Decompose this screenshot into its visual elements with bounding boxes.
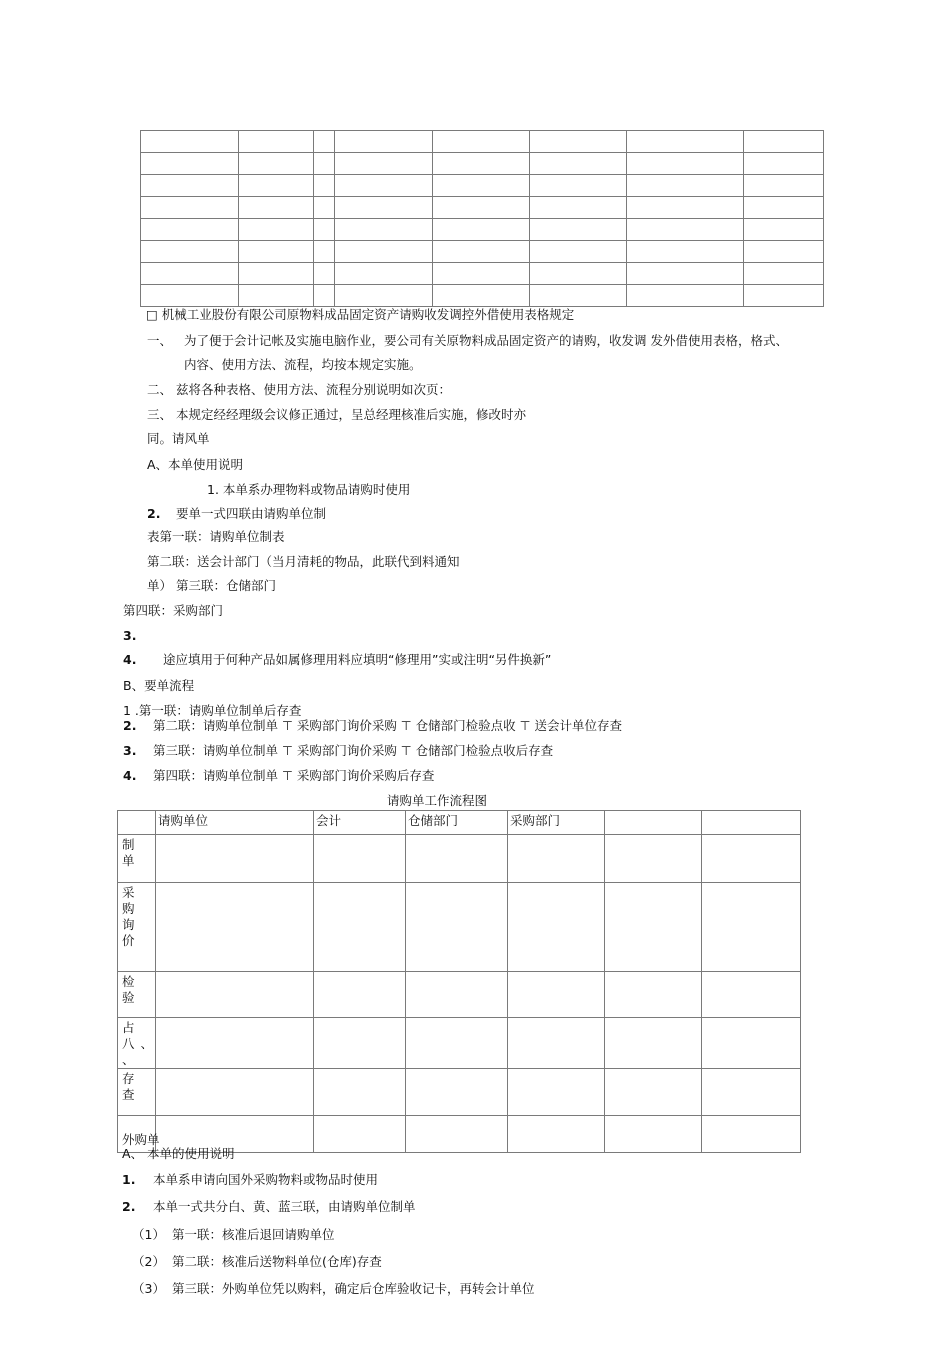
flow-step-cell bbox=[702, 1069, 801, 1116]
flow-step-cell bbox=[702, 1018, 801, 1069]
blank-table-cell bbox=[433, 197, 530, 219]
flow-step-cell bbox=[314, 1018, 406, 1069]
flow-step-cell bbox=[605, 835, 702, 883]
blank-form-table bbox=[140, 130, 824, 307]
blank-table-cell bbox=[530, 175, 627, 197]
outside-purchase-title: 外购单 bbox=[122, 1132, 160, 1147]
blank-table-cell bbox=[314, 175, 335, 197]
flow-step-cell bbox=[156, 1018, 314, 1069]
item-a-5: 单） 第三联：仓储部门 bbox=[147, 578, 276, 593]
outside-item-3-number: （1） bbox=[132, 1227, 165, 1242]
blank-table-cell bbox=[530, 131, 627, 153]
outside-item-1: 本单系申请向国外采购物料或物品时使用 bbox=[153, 1172, 379, 1187]
blank-table-cell bbox=[141, 219, 239, 241]
flow-step-cell bbox=[406, 883, 508, 972]
flow-step-cell bbox=[156, 883, 314, 972]
flow-step-cell bbox=[406, 972, 508, 1018]
blank-table-cell bbox=[239, 219, 314, 241]
blank-table-cell bbox=[433, 241, 530, 263]
flow-header-row bbox=[118, 811, 801, 835]
blank-table-cell bbox=[239, 285, 314, 307]
paragraph-1-line-2: 内容、使用方法、流程，均按本规定实施。 bbox=[184, 357, 422, 372]
blank-table-cell bbox=[335, 285, 433, 307]
flow-step-cell bbox=[605, 1018, 702, 1069]
flow-header-cell bbox=[605, 811, 702, 835]
blank-table-cell bbox=[627, 219, 744, 241]
blank-table-cell bbox=[744, 241, 824, 263]
blank-table-cell bbox=[530, 219, 627, 241]
blank-table-cell bbox=[335, 131, 433, 153]
outside-item-3: 第一联：核准后退回请购单位 bbox=[172, 1227, 335, 1242]
item-b-4: 第四联：请购单位制单 ⊤ 采购部门询价采购后存查 bbox=[153, 768, 435, 783]
blank-table-row bbox=[141, 241, 824, 263]
flow-step-cell bbox=[508, 972, 605, 1018]
blank-table-cell bbox=[744, 219, 824, 241]
blank-table-cell bbox=[627, 285, 744, 307]
blank-table-cell bbox=[433, 219, 530, 241]
blank-table-cell bbox=[314, 197, 335, 219]
flow-step-cell bbox=[406, 1018, 508, 1069]
blank-table-cell bbox=[627, 263, 744, 285]
item-a-3: 表第一联：请购单位制表 bbox=[147, 529, 285, 544]
outside-item-2: 本单一式共分白、黄、蓝三联，由请购单位制单 bbox=[153, 1199, 416, 1214]
outside-item-4: 第二联：核准后送物料单位(仓库)存查 bbox=[172, 1254, 382, 1269]
flow-header-cell: 请购单位 bbox=[156, 811, 314, 835]
blank-table-cell bbox=[744, 131, 824, 153]
blank-table-cell bbox=[141, 197, 239, 219]
blank-table-cell bbox=[141, 175, 239, 197]
blank-table-cell bbox=[239, 175, 314, 197]
blank-table-cell bbox=[433, 175, 530, 197]
flow-step-cell bbox=[314, 1069, 406, 1116]
blank-table-cell bbox=[141, 263, 239, 285]
blank-table-cell bbox=[335, 197, 433, 219]
flow-chart-caption: 请购单工作流程图 bbox=[387, 793, 488, 808]
flow-step-label: 检 验 bbox=[118, 972, 156, 1018]
section-a-heading: A、本单使用说明 bbox=[147, 457, 244, 472]
flow-header-cell bbox=[702, 811, 801, 835]
flow-chart-table bbox=[117, 810, 801, 1153]
blank-table-cell bbox=[433, 285, 530, 307]
blank-table-cell bbox=[314, 241, 335, 263]
blank-table-cell bbox=[744, 285, 824, 307]
flow-header-cell: 仓储部门 bbox=[406, 811, 508, 835]
blank-table-cell bbox=[627, 131, 744, 153]
blank-table-cell bbox=[141, 241, 239, 263]
flow-step-cell bbox=[314, 972, 406, 1018]
flow-step-cell bbox=[314, 835, 406, 883]
paragraph-3: 三、 本规定经经理级会议修正通过，呈总经理核准后实施，修改时亦 bbox=[147, 407, 526, 422]
flow-step-row bbox=[118, 1069, 801, 1116]
paragraph-2: 二、 兹将各种表格、使用方法、流程分别说明如次页： bbox=[147, 382, 451, 397]
blank-table-cell bbox=[335, 175, 433, 197]
flow-step-cell bbox=[702, 883, 801, 972]
flow-step-cell bbox=[156, 972, 314, 1018]
blank-table-cell bbox=[530, 263, 627, 285]
blank-table-cell bbox=[530, 153, 627, 175]
blank-table-cell bbox=[530, 285, 627, 307]
item-b-3-number: 3. bbox=[123, 743, 137, 758]
flow-step-cell bbox=[314, 1116, 406, 1153]
item-a-4: 第二联：送会计部门（当月清耗的物品，此联代到料通知 bbox=[147, 554, 460, 569]
item-a-8-number: 4. bbox=[123, 652, 137, 667]
blank-table-cell bbox=[744, 153, 824, 175]
blank-table-cell bbox=[627, 153, 744, 175]
paragraph-1-number: 一、 bbox=[147, 333, 173, 348]
flow-step-cell bbox=[406, 835, 508, 883]
blank-table-cell bbox=[530, 197, 627, 219]
blank-table-cell bbox=[314, 153, 335, 175]
outside-item-1-number: 1. bbox=[122, 1172, 136, 1187]
outside-item-2-number: 2. bbox=[122, 1199, 136, 1214]
flow-step-label: 制 单 bbox=[118, 835, 156, 883]
blank-table-cell bbox=[744, 263, 824, 285]
blank-table-cell bbox=[335, 153, 433, 175]
blank-table-row bbox=[141, 219, 824, 241]
flow-step-cell bbox=[508, 835, 605, 883]
item-b-2-number: 2. bbox=[123, 718, 137, 733]
outside-item-4-number: （2） bbox=[132, 1254, 165, 1269]
flow-header-cell: 会计 bbox=[314, 811, 406, 835]
flow-step-row bbox=[118, 835, 801, 883]
blank-table-cell bbox=[314, 285, 335, 307]
outside-item-5: 第三联：外购单位凭以购料，确定后仓库验收记卡，再转会计单位 bbox=[172, 1281, 535, 1296]
blank-table-cell bbox=[530, 241, 627, 263]
item-b-4-number: 4. bbox=[123, 768, 137, 783]
blank-table-row bbox=[141, 263, 824, 285]
blank-table-cell bbox=[314, 263, 335, 285]
blank-table-cell bbox=[627, 241, 744, 263]
blank-table-cell bbox=[141, 131, 239, 153]
flow-step-row bbox=[118, 883, 801, 972]
blank-table-cell bbox=[433, 153, 530, 175]
flow-step-cell bbox=[605, 1069, 702, 1116]
flow-step-cell bbox=[406, 1069, 508, 1116]
blank-table-row bbox=[141, 153, 824, 175]
flow-step-label: 占 八、 、 bbox=[118, 1018, 156, 1069]
blank-table-cell bbox=[627, 175, 744, 197]
flow-step-label: 存 查 bbox=[118, 1069, 156, 1116]
flow-step-cell bbox=[702, 1116, 801, 1153]
blank-table-cell bbox=[335, 241, 433, 263]
doc-title: □ 机械工业股份有限公司原物料成品固定资产请购收发调控外借使用表格规定 bbox=[146, 307, 575, 322]
flow-step-cell bbox=[508, 1018, 605, 1069]
blank-table-cell bbox=[744, 175, 824, 197]
flow-step-cell bbox=[702, 835, 801, 883]
blank-table-cell bbox=[433, 131, 530, 153]
flow-step-cell bbox=[605, 1116, 702, 1153]
blank-table-row bbox=[141, 131, 824, 153]
item-b-2: 第二联：请购单位制单 ⊤ 采购部门询价采购 ⊤ 仓储部门检验点收 ⊤ 送会计单位存查 bbox=[153, 718, 623, 733]
flow-step-cell bbox=[406, 1116, 508, 1153]
paragraph-1-line-1: 为了便于会计记帐及实施电脑作业，要公司有关原物料成品固定资产的请购，收发调 发外借使用表格，格式、 bbox=[184, 333, 788, 348]
item-b-3: 第三联：请购单位制单 ⊤ 采购部门询价采购 ⊤ 仓储部门检验点收后存查 bbox=[153, 743, 554, 758]
flow-step-row bbox=[118, 972, 801, 1018]
item-b-1: 1 .第一联：请购单位制单后存查 bbox=[123, 703, 302, 718]
blank-table-cell bbox=[314, 219, 335, 241]
blank-table-row bbox=[141, 197, 824, 219]
blank-table-cell bbox=[335, 263, 433, 285]
blank-table-cell bbox=[744, 197, 824, 219]
item-a-1: 1. 本单系办理物料或物品请购时使用 bbox=[207, 482, 411, 497]
blank-table-cell bbox=[239, 241, 314, 263]
blank-table-cell bbox=[239, 197, 314, 219]
blank-table-cell bbox=[335, 219, 433, 241]
flow-step-label: 采 购 询 价 bbox=[118, 883, 156, 972]
blank-table-cell bbox=[627, 197, 744, 219]
item-a-2: 要单一式四联由请购单位制 bbox=[176, 506, 327, 521]
flow-step-cell bbox=[605, 972, 702, 1018]
flow-step-cell bbox=[702, 972, 801, 1018]
blank-table-cell bbox=[141, 285, 239, 307]
flow-step-cell bbox=[156, 835, 314, 883]
blank-table-cell bbox=[239, 263, 314, 285]
item-a-8: 途应填用于何种产品如属修理用料应填明“修理用”实或注明“另件换新” bbox=[163, 652, 552, 667]
outside-item-5-number: （3） bbox=[132, 1281, 165, 1296]
section-b-heading: B、要单流程 bbox=[123, 678, 195, 693]
item-a-6: 第四联：采购部门 bbox=[123, 603, 224, 618]
flow-step-cell bbox=[508, 1116, 605, 1153]
paragraph-4: 同。请风单 bbox=[147, 431, 210, 446]
blank-table-cell bbox=[314, 131, 335, 153]
flow-step-cell bbox=[314, 883, 406, 972]
flow-step-cell bbox=[605, 883, 702, 972]
flow-header-cell: 采购部门 bbox=[508, 811, 605, 835]
blank-table-cell bbox=[239, 131, 314, 153]
flow-step-row bbox=[118, 1018, 801, 1069]
flow-header-cell bbox=[118, 811, 156, 835]
item-a-2-number: 2. bbox=[147, 506, 161, 521]
item-a-7-number: 3. bbox=[123, 628, 137, 643]
blank-table-cell bbox=[239, 153, 314, 175]
blank-table-cell bbox=[433, 263, 530, 285]
blank-table-row bbox=[141, 175, 824, 197]
flow-step-cell bbox=[508, 1069, 605, 1116]
flow-step-cell bbox=[508, 883, 605, 972]
flow-step-cell bbox=[156, 1069, 314, 1116]
blank-table-row bbox=[141, 285, 824, 307]
outside-section-a-heading: A、 本单的使用说明 bbox=[122, 1146, 235, 1161]
blank-table-cell bbox=[141, 153, 239, 175]
